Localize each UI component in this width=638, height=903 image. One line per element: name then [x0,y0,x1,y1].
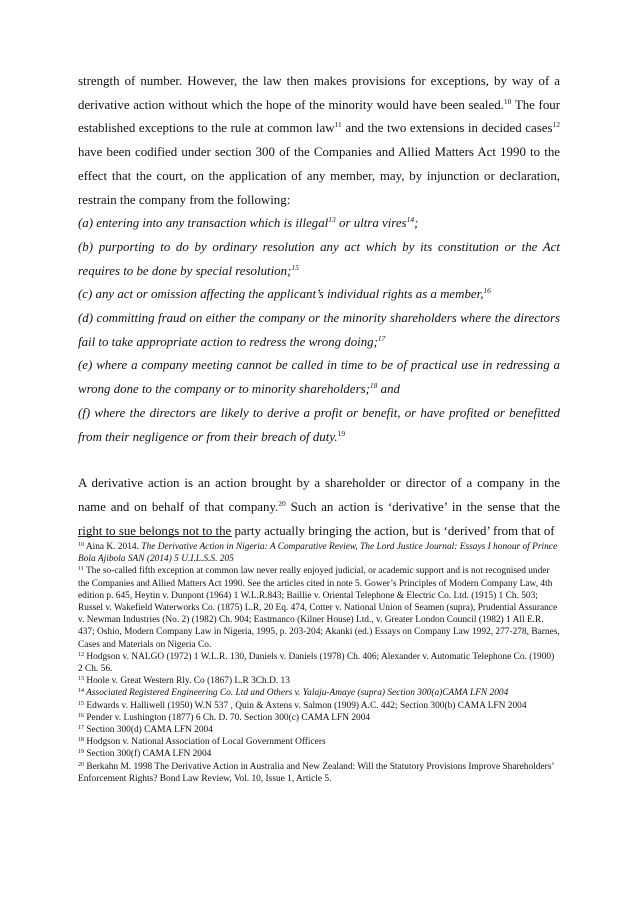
list-item-c [78,283,560,307]
text-run: (e) where a company meeting cannot be called in time to be of practical use in redressing a wrong done to the company or to minority shareholders; [78,358,560,397]
footnote-text: Hodgson v. National Association of Local Government Officers [84,737,326,748]
text-run: (a) entering into any transaction which is illegal [78,216,329,231]
footnote-number: 18 [78,737,84,744]
footnote-text: Section 300(d) CAMA LFN 2004 [84,725,213,736]
list-item-b [78,236,560,283]
footnote-ref-20[interactable]: 20 [278,498,286,508]
footnote-text: Associated Registered Engineering Co. Ltd and Others v. Yalaju-Amaye (supra) Section 300(a)CAMA LFN 2004 [84,688,509,699]
text-run: ; [414,216,419,231]
footnote-number: 15 [78,700,84,707]
footnotes [78,541,560,785]
footnote-19 [78,748,560,760]
footnote-ref-16[interactable]: 16 [483,286,491,296]
footnote-16 [78,712,560,724]
list-item-a [78,212,560,236]
list-item-e [78,354,560,401]
footnote-ref-12[interactable]: 12 [552,120,560,130]
footnote-text: Hodgson v. NALGO (1972) 1 W.L.R. 130, Daniels v. Daniels (1978) Ch. 406; Alexander v. Automatic Telephone Co. (1900) 2 Ch. 56. [78,651,555,675]
text-run: A derivative action is an action brought by a shareholder or director of a company in the name and on behalf of that company. [78,476,560,514]
footnote-number: 10 [78,542,84,548]
footnote-number: 11 [78,566,84,573]
footnote-ref-10[interactable]: 10 [503,96,512,106]
paragraph-1 [78,70,560,212]
footnote-text: Berkahn M. 1998 The Derivative Action in Australia and New Zealand: Will the Statutory Provisions Improve Shareholders’ Enforcement Rights? Bond Law Review, Vol. 10, Issue 1, Article 5. [78,761,554,784]
footnote-12 [78,651,560,675]
footnote-text: Section 300(f) CAMA LFN 2004 [84,749,212,760]
footnote-text: Pender v. Lushington (1877) 6 Ch. D. 70. Section 300(c) CAMA LFN 2004 [84,712,371,723]
paragraph-gap [78,449,560,472]
footnote-10 [78,541,560,565]
footnote-ref-13[interactable]: 13 [328,215,336,225]
footnote-ref-14[interactable]: 14 [406,215,415,225]
footnote-number: 16 [78,712,84,719]
footnote-text: Hoole v. Great Western Rly. Co (1867) L.R 3Ch.D. 13 [84,676,290,687]
list-item-f [78,402,560,449]
footnote-ref-17[interactable]: 17 [377,333,386,343]
footnote-text: The Derivative Action in Nigeria: A Comparative Review, The Lord Justice Journal: Essays I honour of Prince Bola Ajibola SAN (2014) 5 U.I.L.S.S. 205 [78,542,558,565]
text-run: (c) any act or omission affecting the applicant’s individual rights as a member, [78,287,484,302]
footnote-text: The so-called fifth exception at common law never really enjoyed judicial, or academic support and is not recognised under the Companies and Allied Matters Act 1990. See the articles cited in note 5. Gower’s Principles of Modern Company Law, 4th edition p. 645, Heytin v. Dunpont (1964) 1 W.L.R.843; Baillie v. Oriental Telephone & Electric Co. Ltd. (1915) 1 Ch. 503; Russel v. Wakefield Waterworks Co. (1875) L.R, 20 Eq. 474, Cotter v. National Union of Seamen (supra), Prudential Assurance v. Newman Industries (No. 2) (1982) Ch. 904; Eastmanco (Kilner House) Ltd., v. Greater London Council (1982) 1 All E.R. 437; Oshio, Modern Company Law in Nigeria, 1995, p. 203-204; Akanki (ed.) Essays on Company Law 1992, 277-278, Barnes, Cases and Materials on Nigeria Co. [78,566,560,650]
footnote-number: 20 [78,761,84,768]
footnote-number: 13 [78,676,84,683]
text-run: (b) purporting to do by ordinary resolution any act which by its constitution or the Act requires to be done by special resolution; [78,239,560,278]
text-run: strength of number. However, the law then makes provisions for exceptions, by way of a derivative action without which the hope of the minority would have been sealed. [78,74,560,112]
footnote-20 [78,761,560,785]
text-run: Such an action is ‘derivative’ in the sense that the right to sue belongs not to the party actually bringing the action, but is ‘derived’ from that of [78,499,560,538]
text-run: and [377,382,400,397]
footnote-ref-15[interactable]: 15 [291,262,299,272]
footnote-17 [78,724,560,736]
footnote-11 [78,565,560,650]
footnote-number: 14 [78,688,84,695]
text-run: (d) committing fraud on either the company or the minority shareholders where the directors fail to take appropriate action to redress the wrong doing; [78,311,560,349]
footnote-text: Aina K. 2014. [84,542,142,552]
footnote-13 [78,675,560,687]
footnote-ref-11[interactable]: 11 [334,120,342,130]
footnote-ref-19[interactable]: 19 [337,428,346,438]
list-item-d [78,307,560,354]
text-run: and the two extensions in decided cases [341,121,553,136]
text-run: The four established exceptions to the rule at common law [78,97,560,136]
footnote-ref-18[interactable]: 18 [369,381,378,391]
text-run: have been codified under section 300 of the Companies and Allied Matters Act 1990 to the effect that the court, on the application of any member, may, by injunction or declaration, restrain the company from the following: [78,145,560,207]
footnote-14 [78,687,560,699]
footnote-number: 12 [78,651,84,658]
text-run: (f) where the directors are likely to derive a profit or benefit, or have profited or benefitted from their negligence or from their breach of duty. [78,405,560,444]
footnote-15 [78,700,560,712]
footnote-number: 19 [78,749,84,756]
footnote-separator [78,536,232,537]
footnote-text: Edwards v. Halliwell (1950) W.N 537 , Quin & Axtens v. Salmon (1909) A.C. 442; Section 300(b) CAMA LFN 2004 [84,700,527,711]
main-text [78,70,560,543]
footnote-18 [78,736,560,748]
text-run: or ultra vires [335,216,407,231]
paragraph-2 [78,472,560,543]
footnote-number: 17 [78,725,84,732]
